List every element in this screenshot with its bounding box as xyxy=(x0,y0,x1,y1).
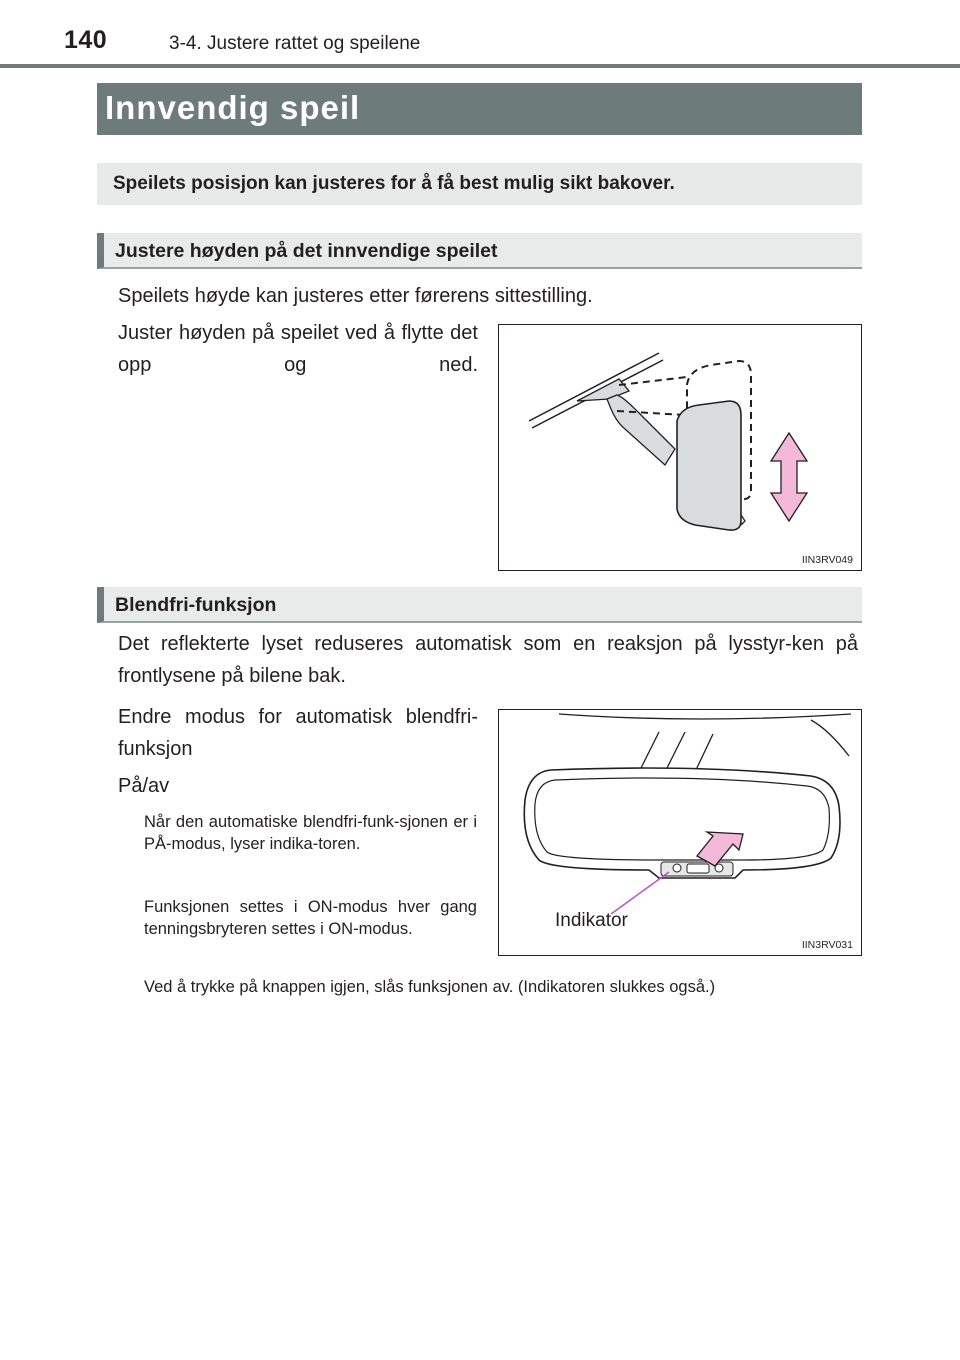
mirror-height-illustration xyxy=(499,325,861,570)
note-text: Funksjonen settes i ON-modus hver gang tenningsbryteren settes i ON-modus. xyxy=(144,898,477,938)
intro-box xyxy=(97,163,862,205)
mirror-height-figure xyxy=(498,324,862,571)
antiglare-figure xyxy=(498,709,862,956)
page-number: 140 xyxy=(64,26,108,54)
paragraph: Det reflekterte lyset reduseres automatisk som en reaksjon på lysstyr-ken på frontlysene på bilene bak. xyxy=(118,633,858,687)
section-heading-label: Justere høyden på det innvendige speilet xyxy=(115,240,498,262)
note-text: Ved å trykke på knappen igjen, slås funksjonen av. (Indikatoren slukkes også.) xyxy=(144,978,716,996)
paragraph: Endre modus for automatisk blendfri-funksjon xyxy=(118,706,478,760)
page-title: Innvendig speil xyxy=(105,89,361,126)
paragraph: På/av xyxy=(118,775,170,797)
section-heading-label: Blendfri-funksjon xyxy=(115,594,277,616)
figure-code: IIN3RV031 xyxy=(801,939,853,951)
section-heading-height xyxy=(97,233,862,269)
figure-code: IIN3RV049 xyxy=(801,554,853,566)
antiglare-mirror-illustration xyxy=(499,710,861,955)
header-rule xyxy=(0,64,960,68)
paragraph: Speilets høyde kan justeres etter førerens sittestilling. xyxy=(118,285,593,307)
note-text: Når den automatiske blendfri-funk-sjonen er i PÅ-modus, lyser indika-toren. xyxy=(144,813,477,853)
page-title-banner xyxy=(97,83,862,135)
indicator-callout-label: Indikator xyxy=(555,910,628,931)
paragraph: Juster høyden på speilet ved å flytte det opp og ned. xyxy=(118,322,478,376)
running-title: 3-4. Justere rattet og speilene xyxy=(169,33,421,54)
intro-text: Speilets posisjon kan justeres for å få best mulig sikt bakover. xyxy=(113,173,675,194)
section-heading-antiglare xyxy=(97,587,862,623)
